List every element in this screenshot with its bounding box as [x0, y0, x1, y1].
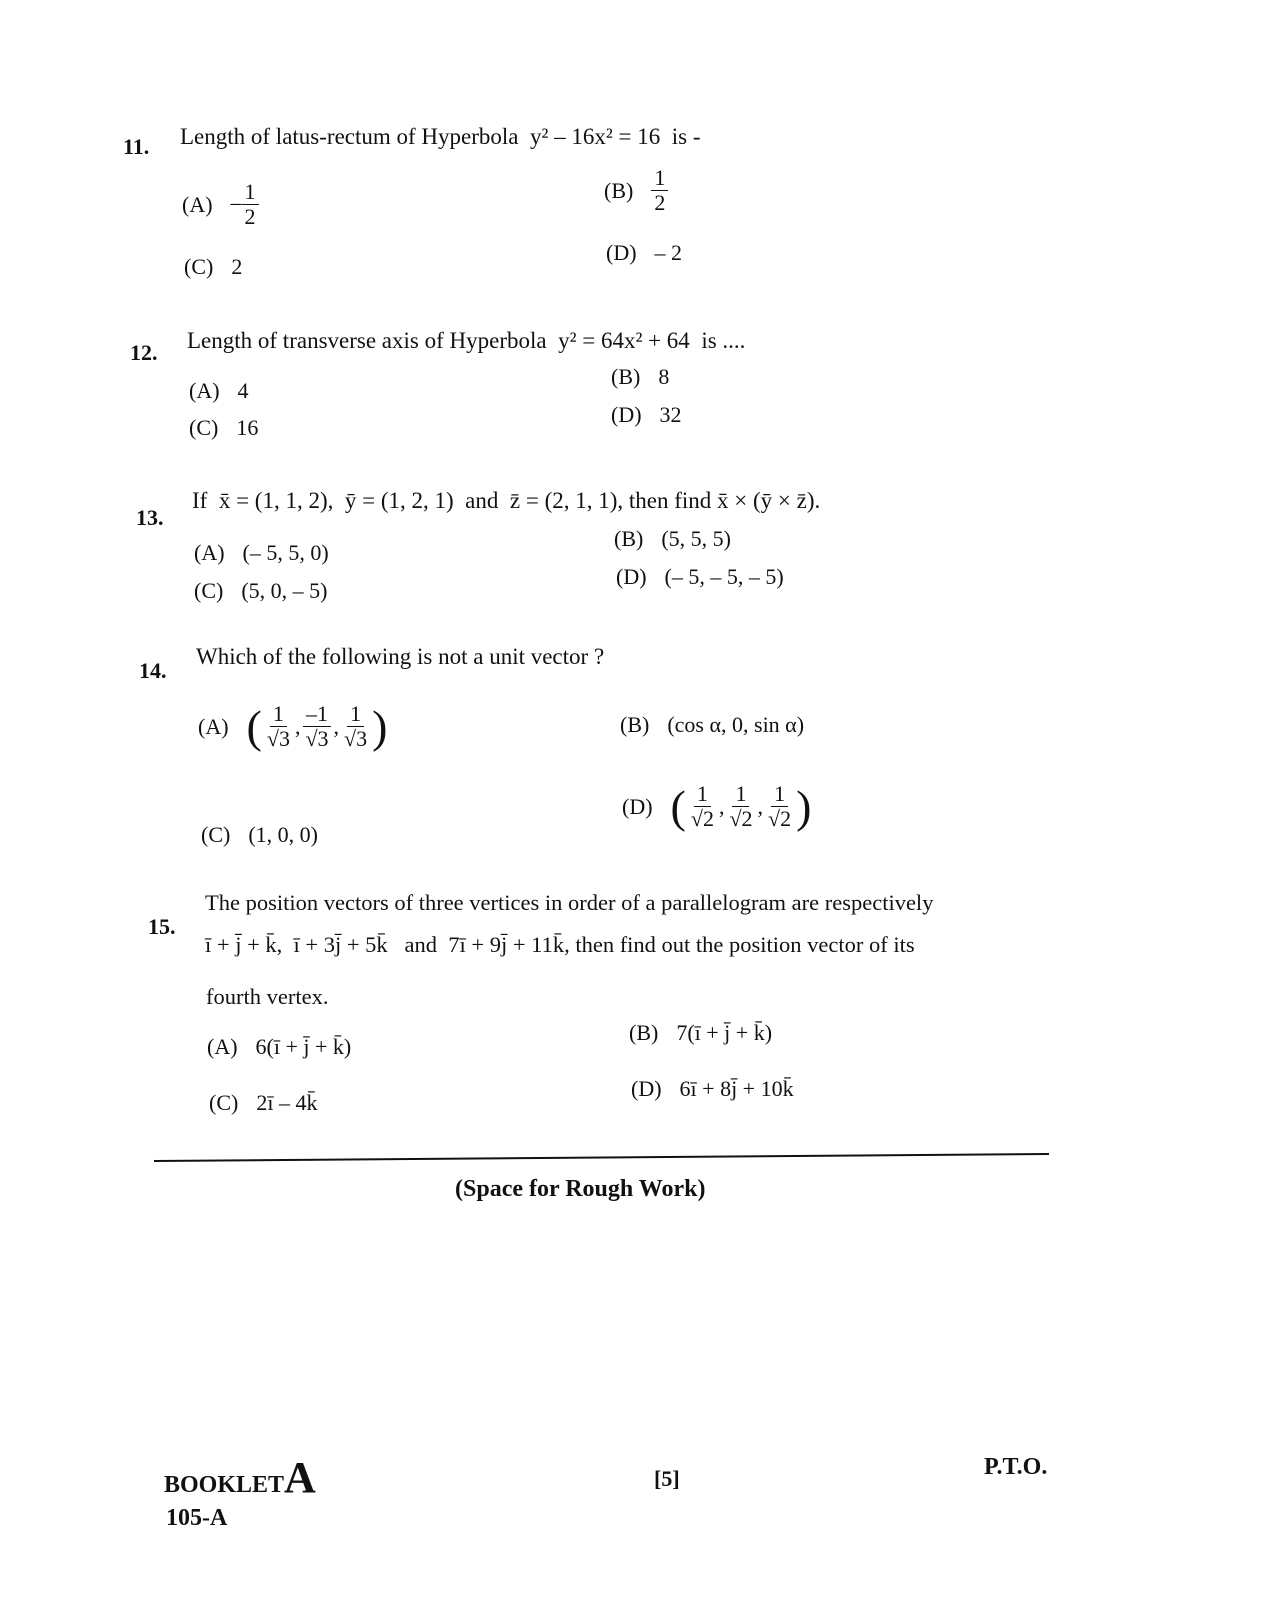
- q15-option-a-value: 6(ī + j̄ + k̄): [255, 1034, 352, 1059]
- q13-find-expr: x̄ × (ȳ × z̄).: [717, 488, 821, 513]
- q11-option-a-fraction: [242, 180, 259, 229]
- q14-a-frac-2: [302, 702, 331, 751]
- left-paren-icon: (: [670, 780, 686, 832]
- q13-option-d-label: (D): [616, 564, 647, 589]
- q11-option-b[interactable]: [604, 166, 668, 215]
- q14-a-den-3: √3: [344, 726, 368, 752]
- q14-d-num-2: 1: [732, 782, 749, 807]
- q14-a-frac-1: [264, 702, 293, 751]
- q15-line-2-rest: , then find out the position vector of its: [564, 932, 915, 957]
- q15-option-b[interactable]: [629, 1020, 772, 1046]
- q13-option-a-value: (– 5, 5, 0): [242, 540, 329, 565]
- q12-equation: y² = 64x² + 64: [558, 328, 690, 353]
- q11-number: 11.: [123, 134, 150, 159]
- q14-option-b[interactable]: [620, 712, 804, 738]
- q13-number: 13.: [136, 505, 164, 530]
- q11-option-b-label: (B): [604, 177, 634, 203]
- q14-d-den-3: √2: [768, 806, 792, 832]
- q13-option-b-label: (B): [614, 526, 644, 551]
- q14-d-den-1: √2: [690, 806, 714, 832]
- q14-option-b-label: (B): [620, 712, 650, 737]
- q14-number: 14.: [139, 658, 167, 683]
- q13-and: and: [465, 488, 499, 513]
- q12-stem: Length of transverse axis of Hyperbola: [187, 328, 547, 353]
- page-number: [5]: [654, 1466, 680, 1491]
- q14-d-num-1: 1: [694, 782, 711, 807]
- q13-x-def: x̄ = (1, 1, 2),: [218, 488, 334, 513]
- booklet-code: 105-A: [166, 1505, 228, 1531]
- q15-option-a[interactable]: [207, 1034, 351, 1060]
- q13-text: [192, 488, 820, 514]
- q11-option-d-label: (D): [606, 240, 637, 265]
- q15-vertex-2: ī + 3j̄ + 5k̄: [293, 932, 388, 957]
- booklet-text: BOOKLET: [164, 1472, 285, 1498]
- q15-option-c-label: (C): [209, 1090, 239, 1115]
- q11-equation: y² – 16x² = 16: [530, 124, 661, 149]
- q13-option-d-value: (– 5, – 5, – 5): [664, 564, 784, 589]
- right-paren-icon: ): [796, 780, 812, 832]
- q14-option-a[interactable]: [198, 702, 387, 751]
- q11-option-a-den: 2: [244, 204, 256, 230]
- q14-option-c-value: (1, 0, 0): [248, 822, 318, 847]
- q13-z-def: z̄ = (2, 1, 1),: [509, 488, 624, 513]
- q11-stem: Length of latus-rectum of Hyperbola: [180, 124, 519, 149]
- q14-option-d[interactable]: [622, 782, 811, 831]
- q13-y-def: ȳ = (1, 2, 1): [344, 488, 454, 513]
- q15-option-c-value: 2ī – 4k̄: [256, 1090, 318, 1115]
- booklet-label: [164, 1452, 316, 1503]
- q15-option-a-label: (A): [207, 1034, 238, 1059]
- q14-a-num-1: 1: [270, 702, 287, 727]
- left-paren-icon: (: [246, 700, 262, 752]
- q12-option-a-label: (A): [189, 378, 220, 403]
- q14-d-den-2: √2: [729, 806, 753, 832]
- q11-option-a-sign: –: [230, 189, 242, 215]
- q11-option-a-value: [231, 180, 259, 229]
- q12-option-b[interactable]: [611, 364, 669, 390]
- q14-d-frac-3: [765, 782, 794, 831]
- q12-number: 12.: [130, 340, 158, 365]
- q14-option-a-vector: ( $\frac{1}{√3}$ , $\frac{-1}{√3}$ , $\frac{1}{√3}$ ): [246, 700, 388, 752]
- q11-option-c[interactable]: [184, 254, 242, 280]
- q11-option-a-label: (A): [182, 191, 213, 217]
- q14-option-a-label: (A): [198, 713, 229, 739]
- q15-line-1: The position vectors of three vertices in order of a parallelogram are respectively: [205, 890, 934, 915]
- q14-option-c-label: (C): [201, 822, 231, 847]
- q13-option-d[interactable]: [616, 564, 784, 590]
- q11-option-b-fraction: [651, 166, 668, 215]
- q15-option-d-label: (D): [631, 1076, 662, 1101]
- q13-option-c-value: (5, 0, – 5): [241, 578, 328, 603]
- q12-option-a-value: 4: [237, 378, 249, 403]
- q12-option-c-value: 16: [236, 415, 259, 440]
- q11-option-b-num: 1: [651, 166, 668, 191]
- pto-label: P.T.O.: [984, 1454, 1048, 1480]
- q11-option-c-value: 2: [231, 254, 243, 279]
- q15-option-c[interactable]: [209, 1090, 317, 1116]
- q13-option-c-label: (C): [194, 578, 224, 603]
- q15-line-2: [205, 932, 915, 958]
- q11-option-a[interactable]: [182, 180, 259, 229]
- q13-if: If: [192, 488, 208, 513]
- q12-option-b-value: 8: [658, 364, 670, 389]
- q14-a-num-3: 1: [347, 702, 364, 727]
- q13-option-b[interactable]: [614, 526, 731, 552]
- booklet-letter: A: [284, 1453, 316, 1502]
- q15-vertex-1: ī + j̄ + k̄,: [205, 932, 283, 957]
- q13-then: then find: [628, 488, 712, 513]
- q11-option-a-num: 1: [242, 180, 259, 205]
- q12-option-c[interactable]: [189, 415, 258, 441]
- q11-option-d-value: – 2: [654, 240, 683, 265]
- q11-suffix: is -: [671, 124, 701, 149]
- q11-option-d[interactable]: [606, 240, 682, 266]
- q15-option-d[interactable]: [631, 1076, 794, 1102]
- q11-option-b-den: 2: [654, 190, 666, 216]
- q14-a-den-2: √3: [305, 726, 329, 752]
- q12-option-a[interactable]: [189, 378, 249, 404]
- q13-option-c[interactable]: [194, 578, 327, 604]
- q12-text: [187, 328, 745, 354]
- rough-work-label: (Space for Rough Work): [455, 1176, 706, 1202]
- q15-option-b-label: (B): [629, 1020, 659, 1045]
- right-paren-icon: ): [372, 700, 388, 752]
- q14-a-frac-3: [341, 702, 370, 751]
- q11-option-c-label: (C): [184, 254, 214, 279]
- q15-line-3: fourth vertex.: [206, 984, 329, 1009]
- q14-option-b-value: (cos α, 0, sin α): [667, 712, 805, 737]
- q15-vertex-3: 7ī + 9j̄ + 11k̄: [448, 932, 565, 957]
- q12-option-d[interactable]: [611, 402, 682, 428]
- q14-text: Which of the following is not a unit vector ?: [196, 644, 605, 669]
- q12-option-b-label: (B): [611, 364, 641, 389]
- q15-number: 15.: [148, 914, 176, 939]
- q14-d-frac-1: [688, 782, 717, 831]
- q15-option-b-value: 7(ī + j̄ + k̄): [676, 1020, 773, 1045]
- q13-option-a-label: (A): [194, 540, 225, 565]
- q12-suffix: is ....: [701, 328, 746, 353]
- q11-text: [180, 124, 701, 150]
- q12-option-c-label: (C): [189, 415, 219, 440]
- section-divider: [154, 1153, 1049, 1162]
- q14-d-frac-2: [726, 782, 755, 831]
- q15-and: and: [404, 932, 438, 957]
- q12-option-d-label: (D): [611, 402, 642, 427]
- q13-option-a[interactable]: [194, 540, 329, 566]
- q12-option-d-value: 32: [659, 402, 682, 427]
- q14-option-d-label: (D): [622, 793, 653, 819]
- q14-a-den-1: √3: [266, 726, 290, 752]
- q14-option-d-vector: ( $\frac{1}{√2}$ , $\frac{1}{√2}$ , $\frac{1}{√2}$ ): [670, 780, 812, 832]
- q15-option-d-value: 6ī + 8j̄ + 10k̄: [679, 1076, 794, 1101]
- q14-a-num-2: –1: [303, 702, 331, 727]
- q13-option-b-value: (5, 5, 5): [661, 526, 731, 551]
- q14-option-c[interactable]: [201, 822, 318, 848]
- q14-d-num-3: 1: [771, 782, 788, 807]
